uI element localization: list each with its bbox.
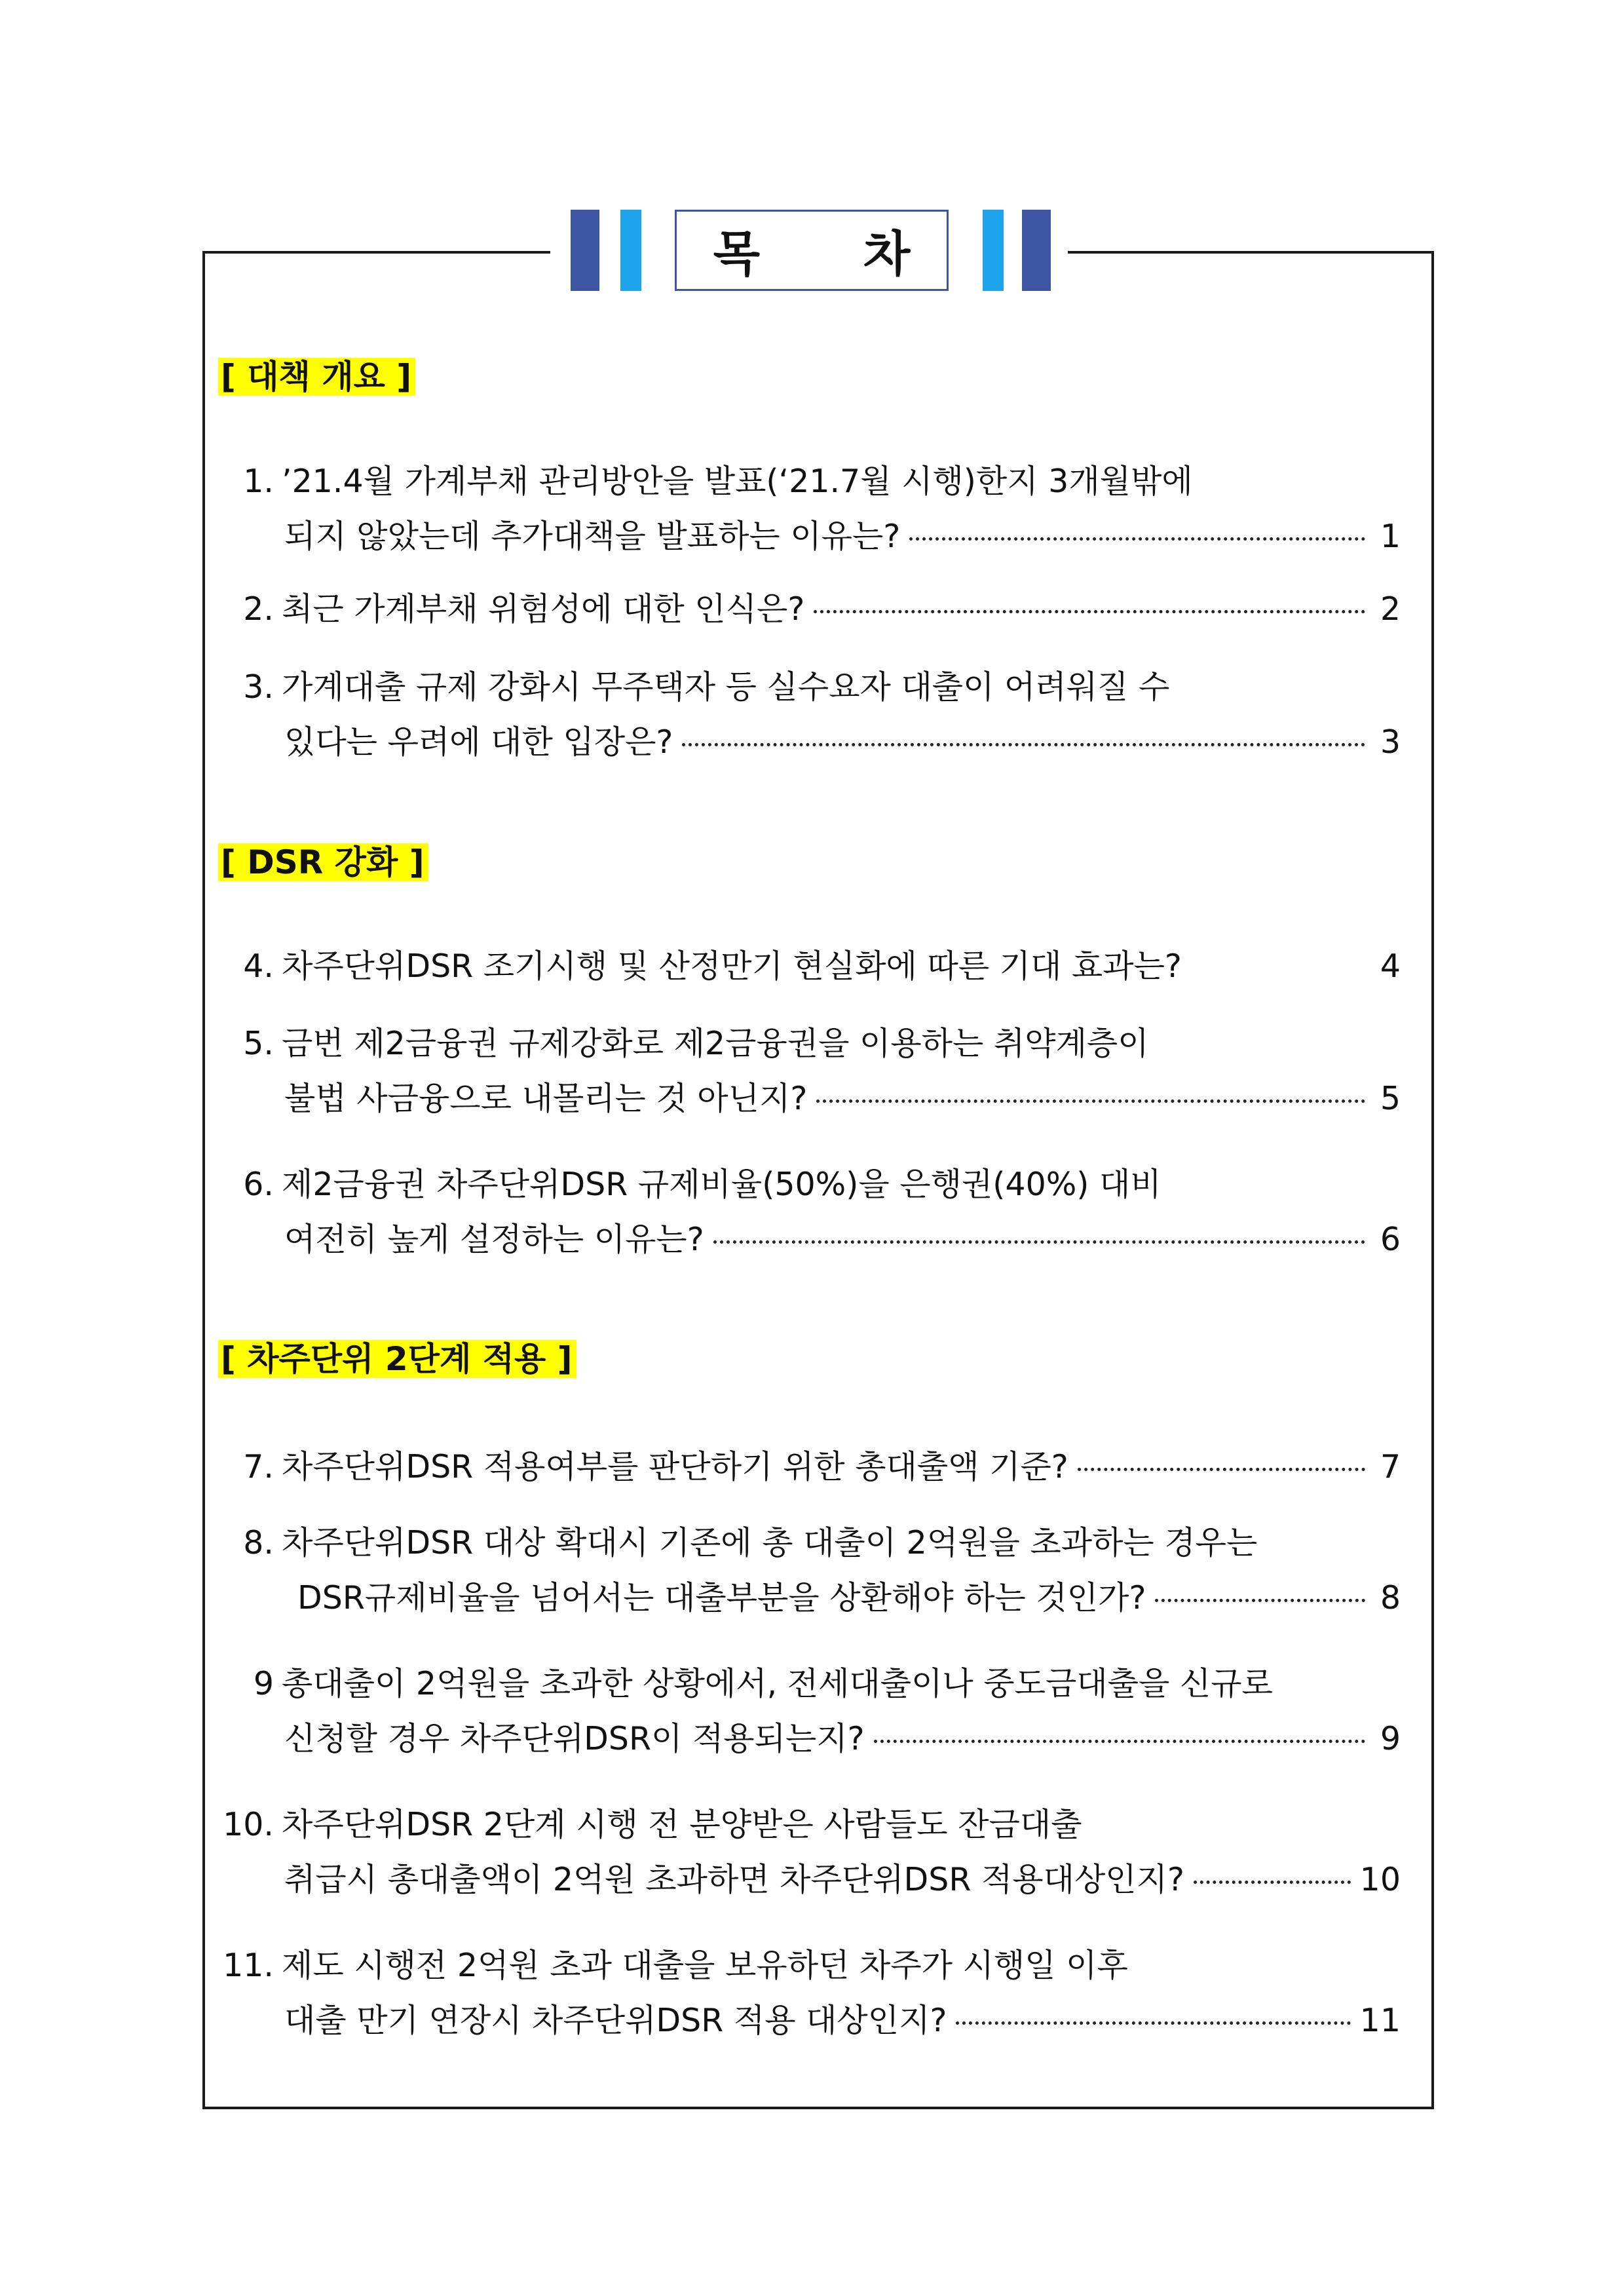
- toc-entry-6[interactable]: [216, 1153, 1401, 1272]
- title-bar-left-inner: [620, 210, 641, 291]
- toc-entry-text: 차주단위DSR 적용여부를 판단하기 위한 총대출액 기준?: [282, 1448, 1068, 1485]
- toc-entry-number: 5.: [243, 1025, 274, 1062]
- toc-entry-number: 6.: [243, 1166, 274, 1203]
- toc-page-number: 3: [1380, 723, 1401, 761]
- toc-entry-2[interactable]: [216, 577, 1401, 641]
- toc-page-number: 2: [1380, 590, 1401, 628]
- toc-entry-number: 11.: [223, 1947, 274, 1984]
- toc-page-number: 7: [1380, 1448, 1401, 1485]
- toc-entry-text: 최근 가계부채 위험성에 대한 인식은?: [282, 590, 805, 628]
- toc-page-number: 10: [1359, 1861, 1401, 1898]
- toc-entry-text: 금번 제2금융권 규제강화로 제2금융권을 이용하는 취약계층이: [282, 1025, 1149, 1062]
- toc-entry-text-cont: 대출 만기 연장시 차주단위DSR 적용 대상인지?: [284, 2002, 947, 2039]
- toc-entry-number: 9: [253, 1665, 274, 1702]
- toc-entry-1[interactable]: [216, 450, 1401, 569]
- toc-page-number: 1: [1380, 518, 1401, 555]
- toc-entry-text: 차주단위DSR 대상 확대시 기존에 총 대출이 2억원을 초과하는 경우는: [282, 1524, 1258, 1561]
- toc-entry-text: 차주단위DSR 조기시행 및 산정만기 현실화에 따른 기대 효과는?: [282, 947, 1182, 985]
- title-box: [675, 210, 954, 291]
- dot-leader: [1078, 1468, 1365, 1471]
- toc-entry-4[interactable]: [216, 934, 1401, 999]
- dot-leader: [909, 537, 1365, 541]
- toc-page-number: 8: [1380, 1579, 1401, 1617]
- toc-entry-text: 가계대출 규제 강화시 무주택자 등 실수요자 대출이 어려워질 수: [282, 668, 1170, 706]
- toc-page-number: 11: [1359, 2002, 1401, 2039]
- toc-entry-8[interactable]: [216, 1511, 1401, 1630]
- dot-leader: [682, 743, 1365, 746]
- toc-page-number: 6: [1380, 1221, 1401, 1258]
- toc-entry-number: 3.: [243, 668, 274, 706]
- toc-entry-5[interactable]: [216, 1012, 1401, 1131]
- toc-entry-text-cont: 여전히 높게 설정하는 이유는?: [284, 1221, 704, 1258]
- toc-entry-text: 차주단위DSR 2단계 시행 전 분양받은 사람들도 잔금대출: [282, 1806, 1082, 1843]
- toc-entry-text-cont: 불법 사금융으로 내몰리는 것 아닌지?: [284, 1080, 808, 1117]
- toc-page-number: 9: [1380, 1720, 1401, 1757]
- section-heading-dsr: [ DSR 강화 ]: [218, 843, 428, 881]
- dot-leader: [816, 1100, 1365, 1103]
- section-heading-overview: [ 대책 개요 ]: [218, 358, 415, 396]
- toc-entry-number: 10.: [223, 1806, 274, 1843]
- toc-entry-text: 총대출이 2억원을 초과한 상황에서, 전세대출이나 중도금대출을 신규로: [282, 1665, 1273, 1702]
- toc-entry-number: 2.: [243, 590, 274, 628]
- toc-entry-number: 1.: [243, 463, 274, 500]
- toc-entry-9[interactable]: [216, 1652, 1401, 1771]
- toc-entry-number: 4.: [243, 947, 274, 985]
- toc-entry-7[interactable]: [216, 1435, 1401, 1499]
- section-heading-phase2: [ 차주단위 2단계 적용 ]: [218, 1340, 576, 1378]
- title-bar-right-inner: [983, 210, 1004, 291]
- dot-leader: [956, 2021, 1350, 2025]
- toc-page-number: 5: [1380, 1080, 1401, 1117]
- toc-entry-text-cont: 있다는 우려에 대한 입장은?: [284, 723, 673, 761]
- toc-entry-text-cont: 되지 않았는데 추가대책을 발표하는 이유는?: [284, 518, 901, 555]
- toc-entry-text-cont: 신청할 경우 차주단위DSR이 적용되는지?: [284, 1720, 865, 1757]
- page-title: 목 차: [713, 226, 954, 282]
- toc-entry-10[interactable]: [216, 1793, 1401, 1912]
- toc-page-number: 4: [1380, 947, 1401, 985]
- toc-entry-number: 7.: [243, 1448, 274, 1485]
- toc-entry-text: 제도 시행전 2억원 초과 대출을 보유하던 차주가 시행일 이후: [282, 1947, 1128, 1984]
- toc-entry-text-cont: 취급시 총대출액이 2억원 초과하면 차주단위DSR 적용대상인지?: [284, 1861, 1184, 1898]
- toc-entry-text: ’21.4월 가계부채 관리방안을 발표(‘21.7월 시행)한지 3개월밖에: [282, 463, 1193, 500]
- toc-entry-number: 8.: [243, 1524, 274, 1561]
- toc-entry-3[interactable]: [216, 655, 1401, 775]
- toc-entry-text-cont: DSR규제비율을 넘어서는 대출부분을 상환해야 하는 것인가?: [297, 1579, 1146, 1617]
- dot-leader: [814, 610, 1365, 613]
- toc-entry-text: 제2금융권 차주단위DSR 규제비율(50%)을 은행권(40%) 대비: [282, 1166, 1161, 1203]
- dot-leader: [713, 1240, 1365, 1244]
- title-bar-right-outer: [1022, 210, 1051, 291]
- dot-leader: [1194, 1881, 1351, 1884]
- dot-leader: [874, 1740, 1365, 1743]
- title-bar-left-outer: [571, 210, 599, 291]
- toc-entry-11[interactable]: [216, 1934, 1401, 2053]
- dot-leader: [1155, 1599, 1365, 1602]
